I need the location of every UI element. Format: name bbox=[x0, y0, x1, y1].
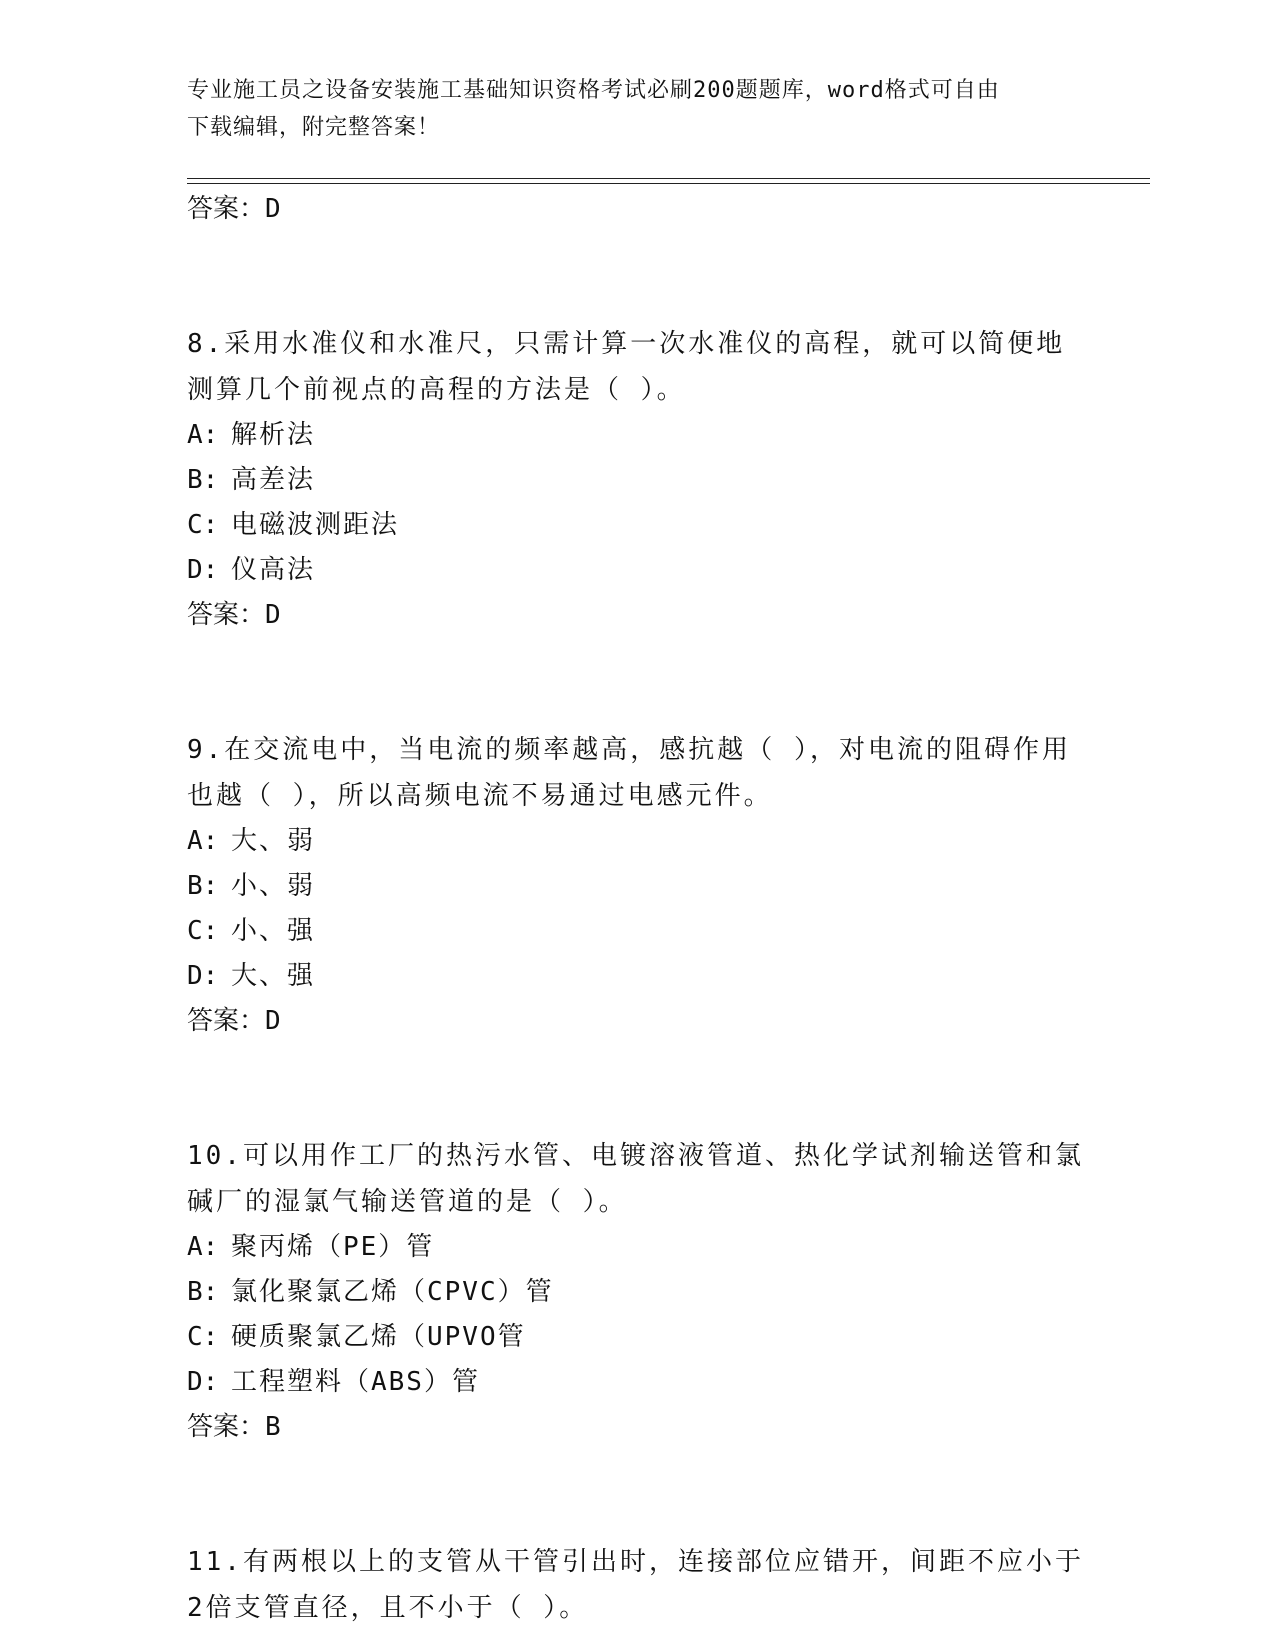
question-stem-line: 也越（ ），所以高频电流不易通过电感元件。 bbox=[187, 781, 773, 811]
option-d bbox=[187, 1360, 1087, 1405]
option-letter: C: bbox=[187, 1322, 219, 1352]
header-line-1: 专业施工员之设备安装施工基础知识资格考试必刷200题题库，word格式可自由 bbox=[187, 78, 1000, 103]
question-11 bbox=[187, 1539, 1087, 1631]
question-stem-line: 8.采用水准仪和水准尺，只需计算一次水准仪的高程，就可以简便地 bbox=[187, 329, 1066, 359]
question-stem-line: 10.可以用作工厂的热污水管、电镀溶液管道、热化学试剂输送管和氯 bbox=[187, 1141, 1084, 1171]
header-line-2: 下载编辑，附完整答案！ bbox=[187, 115, 441, 140]
option-text: 氯化聚氯乙烯（CPVC）管 bbox=[231, 1277, 554, 1307]
option-text: 电磁波测距法 bbox=[231, 510, 400, 540]
option-b bbox=[187, 458, 1087, 503]
option-letter: D: bbox=[187, 961, 219, 991]
answer-q9: 答案：D bbox=[187, 1006, 281, 1036]
option-letter: B: bbox=[187, 871, 219, 901]
question-stem-line: 9.在交流电中，当电流的频率越高，感抗越（ ），对电流的阻碍作用 bbox=[187, 735, 1071, 765]
option-c bbox=[187, 909, 1087, 954]
option-d bbox=[187, 548, 1087, 593]
option-letter: B: bbox=[187, 1277, 219, 1307]
option-text: 小、强 bbox=[231, 916, 316, 946]
question-stem-line: 测算几个前视点的高程的方法是（ ）。 bbox=[187, 375, 686, 405]
spacer bbox=[187, 1450, 1087, 1539]
option-b bbox=[187, 1270, 1087, 1315]
header-divider-top bbox=[187, 178, 1150, 179]
question-stem-line: 11.有两根以上的支管从干管引出时，连接部位应错开，间距不应小于 bbox=[187, 1547, 1084, 1577]
option-c bbox=[187, 503, 1087, 548]
question-stem-line: 碱厂的湿氯气输送管道的是（ ）。 bbox=[187, 1187, 628, 1217]
spacer bbox=[187, 638, 1087, 727]
option-letter: D: bbox=[187, 555, 219, 585]
header-divider-bottom bbox=[187, 183, 1150, 184]
option-a bbox=[187, 819, 1087, 864]
option-a bbox=[187, 413, 1087, 458]
option-text: 聚丙烯（PE）管 bbox=[231, 1232, 435, 1262]
option-letter: D: bbox=[187, 1367, 219, 1397]
document-header bbox=[187, 72, 1087, 146]
spacer bbox=[187, 232, 1087, 321]
option-text: 小、弱 bbox=[231, 871, 316, 901]
option-letter: C: bbox=[187, 916, 219, 946]
option-c bbox=[187, 1315, 1087, 1360]
option-letter: A: bbox=[187, 420, 219, 450]
question-10 bbox=[187, 1133, 1087, 1450]
question-list bbox=[187, 187, 1087, 1631]
option-text: 工程塑料（ABS）管 bbox=[231, 1367, 480, 1397]
option-a bbox=[187, 1225, 1087, 1270]
answer-q8: 答案：D bbox=[187, 600, 281, 630]
option-letter: C: bbox=[187, 510, 219, 540]
question-8 bbox=[187, 321, 1087, 638]
question-9 bbox=[187, 727, 1087, 1044]
option-text: 硬质聚氯乙烯（UPVO管 bbox=[231, 1322, 526, 1352]
option-text: 大、强 bbox=[231, 961, 316, 991]
option-text: 高差法 bbox=[231, 465, 316, 495]
option-letter: B: bbox=[187, 465, 219, 495]
option-d bbox=[187, 954, 1087, 999]
option-text: 大、弱 bbox=[231, 826, 316, 856]
spacer bbox=[187, 1044, 1087, 1133]
option-letter: A: bbox=[187, 826, 219, 856]
answer-q7: 答案：D bbox=[187, 194, 281, 224]
option-text: 解析法 bbox=[231, 420, 316, 450]
option-text: 仪高法 bbox=[231, 555, 316, 585]
question-stem-line: 2倍支管直径，且不小于（ ）。 bbox=[187, 1593, 589, 1623]
answer-q10: 答案：B bbox=[187, 1412, 281, 1442]
option-b bbox=[187, 864, 1087, 909]
option-letter: A: bbox=[187, 1232, 219, 1262]
